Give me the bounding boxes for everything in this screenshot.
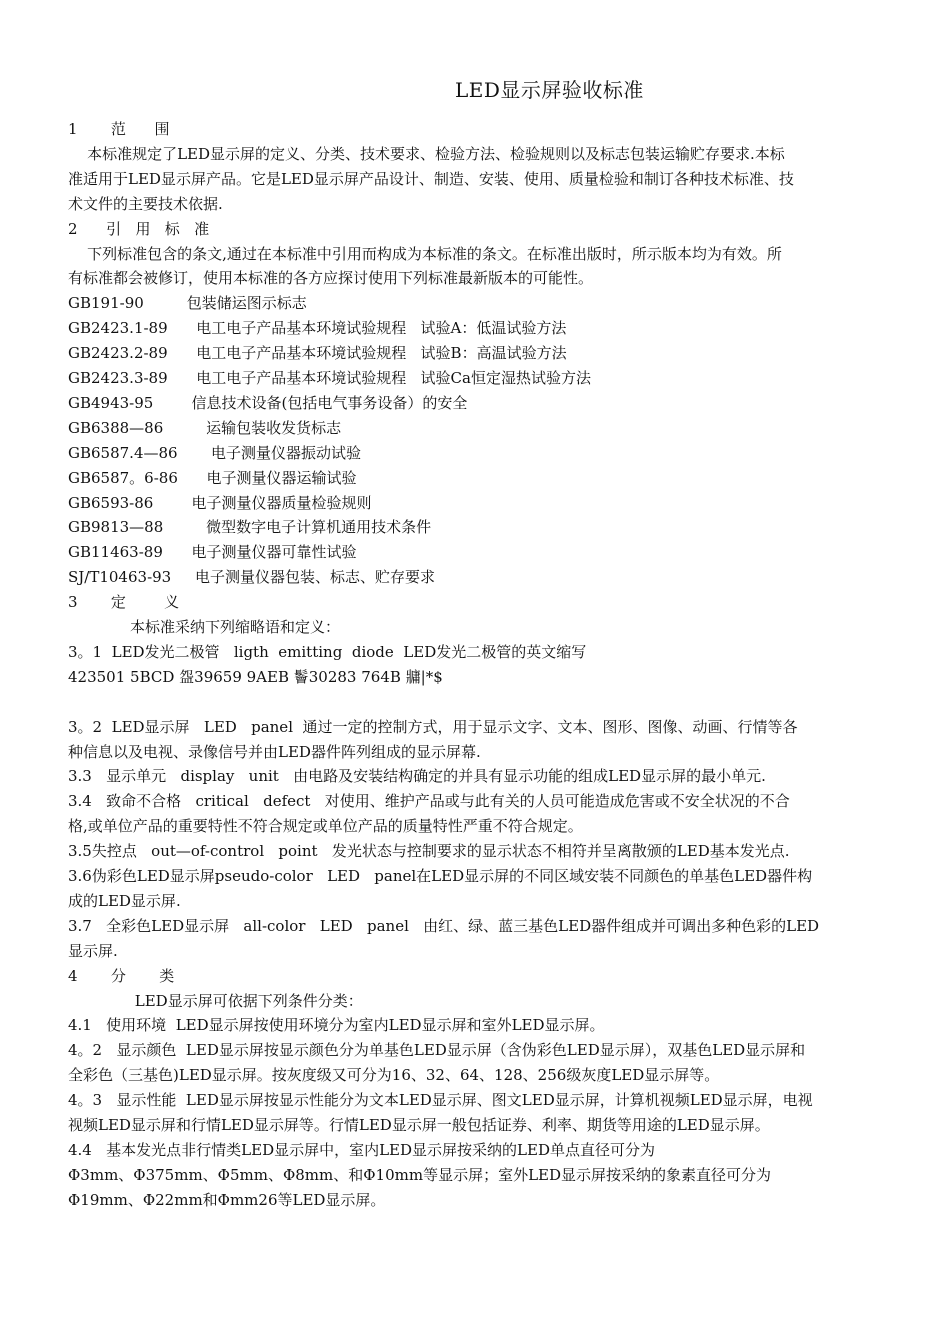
text-line: GB6388—86 运输包装收发货标志 (68, 419, 342, 437)
text-line: 423501 5BCD 盌39659 9AEB 鬠30283 764B 牅|*$ (68, 668, 443, 686)
text-line: 3。1 LED发光二极管 ligth emitting diode LED发光二极管的英文缩写 (68, 643, 587, 661)
text-line: GB2423.2-89 电工电子产品基本环境试验规程 试验B：高温试验方法 (68, 344, 567, 362)
text-line: 术文件的主要技术依据. (68, 195, 223, 213)
text-line: 种信息以及电视、录像信号并由LED器件阵列组成的显示屏幕. (68, 743, 481, 761)
text-line: 全彩色（三基色)LED显示屏。按灰度级又可分为16、32、64、128、256级灰度LED显示屏等。 (68, 1066, 720, 1084)
text-line: 4。3 显示性能 LED显示屏按显示性能分为文本LED显示屏、图文LED显示屏，计算机视频LED显示屏，电视 (68, 1091, 813, 1109)
text-line: GB9813—88 微型数字电子计算机通用技术条件 (68, 518, 432, 536)
text-line: 3。2 LED显示屏 LED panel 通过一定的控制方式，用于显示文字、文本、图形、图像、动画、行情等各 (68, 718, 798, 736)
text-line: LED显示屏可依据下列条件分类： (68, 992, 363, 1010)
text-line: SJ/T10463-93 电子测量仪器包装、标志、贮存要求 (68, 568, 436, 586)
text-line: GB2423.1-89 电工电子产品基本环境试验规程 试验A：低温试验方法 (68, 319, 567, 337)
text-line: 下列标准包含的条文,通过在本标准中引用而构成为本标准的条文。在标准出版时，所示版本均为有效。所 (68, 245, 782, 263)
text-line: 视频LED显示屏和行情LED显示屏等。行情LED显示屏一般包括证券、利率、期货等用途的LED显示屏。 (68, 1116, 770, 1134)
text-line: 准适用于LED显示屏产品。它是LED显示屏产品设计、制造、安装、使用、质量检验和制订各种技术标准、技 (68, 170, 794, 188)
text-line: 2 引 用 标 准 (68, 220, 210, 238)
text-line: 3 定 义 (68, 593, 180, 611)
text-line: GB6587。6-86 电子测量仪器运输试验 (68, 469, 357, 487)
text-line: 3.4 致命不合格 critical defect 对使用、维护产品或与此有关的人员可能造成危害或不安全状况的不合 (68, 792, 790, 810)
text-line: 格,或单位产品的重要特性不符合规定或单位产品的质量特性严重不符合规定。 (68, 817, 583, 835)
text-line: GB11463-89 电子测量仪器可靠性试验 (68, 543, 357, 561)
text-line: 3.3 显示单元 display unit 由电路及安装结构确定的并具有显示功能的组成LED显示屏的最小单元. (68, 767, 766, 785)
text-line: 本标准规定了LED显示屏的定义、分类、技术要求、检验方法、检验规则以及标志包装运输贮存要求.本标 (68, 145, 785, 163)
document-title: LED显示屏验收标准 (455, 78, 644, 102)
text-line: Φ3mm、Φ375mm、Φ5mm、Φ8mm、和Φ10mm等显示屏；室外LED显示屏按采纳的象素直径可分为 (68, 1166, 772, 1184)
text-line: 4。2 显示颜色 LED显示屏按显示颜色分为单基色LED显示屏（含伪彩色LED显示屏），双基色LED显示屏和 (68, 1041, 806, 1059)
text-line: 成的LED显示屏. (68, 892, 181, 910)
text-line: 4 分 类 (68, 967, 175, 985)
text-line: 4.4 基本发光点非行情类LED显示屏中，室内LED显示屏按采纳的LED单点直径可分为 (68, 1141, 655, 1159)
text-line: 有标准都会被修订，使用本标准的各方应探讨使用下列标准最新版本的可能性。 (68, 269, 594, 287)
text-line: 4.1 使用环境 LED显示屏按使用环境分为室内LED显示屏和室外LED显示屏。 (68, 1016, 605, 1034)
text-line: Φ19mm、Φ22mm和Φmm26等LED显示屏。 (68, 1191, 386, 1209)
text-line: 3.6伪彩色LED显示屏pseudo-color LED panel在LED显示屏的不同区域安装不同颜色的单基色LED器件构 (68, 867, 813, 885)
text-line: 显示屏. (68, 942, 118, 960)
text-line: GB2423.3-89 电工电子产品基本环境试验规程 试验Ca恒定湿热试验方法 (68, 369, 591, 387)
text-line: GB191-90 包装储运图示标志 (68, 294, 307, 312)
text-line: GB4943-95 信息技术设备(包括电气事务设备）的安全 (68, 394, 468, 412)
text-line: 3.7 全彩色LED显示屏 all-color LED panel 由红、绿、蓝三基色LED器件组成并可调出多种色彩的LED (68, 917, 820, 935)
text-line: GB6587.4—86 电子测量仪器振动试验 (68, 444, 361, 462)
text-line: GB6593-86 电子测量仪器质量检验规则 (68, 494, 372, 512)
text-line: 3.5失控点 out—of-control point 发光状态与控制要求的显示状态不相符并呈离散颁的LED基本发光点. (68, 842, 790, 860)
text-line: 本标准采纳下列缩略语和定义： (68, 618, 340, 636)
text-line: 1 范 围 (68, 120, 170, 138)
